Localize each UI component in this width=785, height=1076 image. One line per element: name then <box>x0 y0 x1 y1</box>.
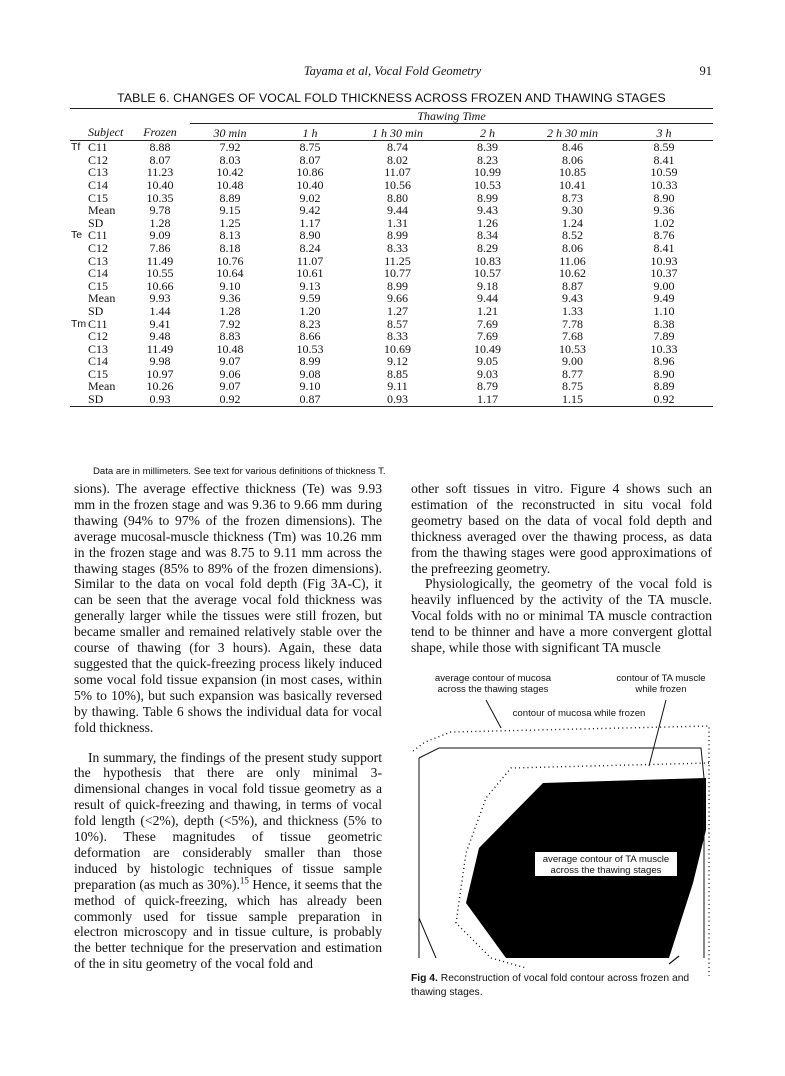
value-cell: 9.66 <box>387 291 408 306</box>
paragraph: sions). The average effective thickness (Te) was 9.93 mm in the frozen stage and was 9.36 to 9.66 mm during thawing (94% to 97% of the frozen dimensions). The average mucosal-muscle thickness (Tm) was 10.26 mm in the frozen stage and was 8.75 to 9.11 mm across the thawing stages (85% to 89% of the frozen dimensions). Similar to the data on vocal fold depth (Fig 3A-C), it can be seen that the average vocal fold thickness was generally larger while the tissues were still frozen, but became smaller and remained relatively stable over the course of thawing (for 3 hours). Again, these data suggested that the quick-freezing process likely induced some vocal fold tissue expansion (in most cases, within 5% to 10%), but such expansion was basically reversed by thawing. Table 6 shows the individual data for vocal fold thickness. <box>74 481 382 735</box>
value-cell: 11.07 <box>384 165 411 180</box>
value-cell: 10.61 <box>296 266 324 281</box>
value-cell: 1.17 <box>299 215 321 230</box>
thickness-table <box>70 108 713 407</box>
section-label: Tf <box>71 141 81 154</box>
table-note: Data are in millimeters. See text for various definitions of thickness T. <box>93 466 386 477</box>
value-cell: 10.86 <box>296 165 324 180</box>
value-cell: 1.17 <box>477 392 498 407</box>
value-cell: 10.53 <box>559 341 586 356</box>
subject-cell: C14 <box>88 266 109 281</box>
figure-label: contour of TA muscle <box>616 673 706 684</box>
value-cell: 9.08 <box>299 366 321 381</box>
column-header: 3 h <box>656 125 672 140</box>
value-cell: 10.55 <box>146 266 174 281</box>
value-cell: 8.33 <box>387 240 408 255</box>
subject-cell <box>70 141 130 154</box>
subject-cell: C13 <box>88 165 109 180</box>
value-cell: 0.92 <box>653 392 675 407</box>
value-cell: 9.41 <box>149 316 171 331</box>
value-cell: 8.89 <box>653 379 675 394</box>
value-cell: 10.33 <box>650 177 678 192</box>
value-cell: 9.12 <box>387 354 408 369</box>
value-cell: 1.15 <box>562 392 583 407</box>
value-cell: 8.23 <box>299 316 321 331</box>
value-cell: 9.48 <box>149 329 171 344</box>
table-body <box>70 141 713 406</box>
value-cell: 9.44 <box>477 291 498 306</box>
value-cell: 10.49 <box>474 341 501 356</box>
value-cell: 9.11 <box>387 379 408 394</box>
value-cell: 9.36 <box>653 203 675 218</box>
subject-cell: C13 <box>88 253 109 268</box>
column-header: 1 h <box>302 125 318 140</box>
table-row <box>70 179 713 192</box>
figure-label: average contour of mucosa <box>434 673 552 684</box>
value-cell: 9.00 <box>562 354 583 369</box>
value-cell: 10.41 <box>559 177 586 192</box>
spanner-label: Thawing Time <box>190 109 713 124</box>
subject-cell: C15 <box>88 366 109 381</box>
value-cell: 8.90 <box>653 366 675 381</box>
value-cell: 8.41 <box>653 240 675 255</box>
value-cell: 8.90 <box>653 190 675 205</box>
value-cell: 10.33 <box>650 341 678 356</box>
value-cell: 10.64 <box>216 266 244 281</box>
value-cell: 9.03 <box>477 366 498 381</box>
value-cell: 8.66 <box>299 329 321 344</box>
value-cell: 7.68 <box>562 329 583 344</box>
value-cell: 9.30 <box>562 203 583 218</box>
value-cell: 9.02 <box>299 190 321 205</box>
table-row <box>70 204 713 217</box>
subject-cell: C14 <box>88 177 109 192</box>
subject-cell: Mean <box>88 379 116 394</box>
value-cell: 8.46 <box>562 140 583 155</box>
section-label: Tm <box>71 317 87 330</box>
column-header: 2 h 30 min <box>547 125 598 140</box>
reference-number: 15 <box>239 875 249 886</box>
value-cell: 10.37 <box>650 266 678 281</box>
value-cell: 10.76 <box>216 253 244 268</box>
subject-cell: C12 <box>88 152 109 167</box>
figure-label: contour of mucosa while frozen <box>512 708 646 719</box>
value-cell: 8.75 <box>299 140 321 155</box>
value-cell: 8.52 <box>562 228 583 243</box>
table-row <box>70 330 713 343</box>
value-cell: 8.83 <box>219 329 241 344</box>
value-cell: 8.41 <box>653 152 675 167</box>
subject-cell: C13 <box>88 341 109 356</box>
value-cell: 8.99 <box>387 228 408 243</box>
value-cell: 10.83 <box>474 253 501 268</box>
value-cell: 8.99 <box>299 354 321 369</box>
value-cell: 8.03 <box>219 152 241 167</box>
paragraph: other soft tissues in vitro. Figure 4 shows such an estimation of the reconstructed in situ vocal fold geometry based on the data of vocal fold depth and thickness averaged over the thawing process, as data from the thawing stages were good approximations of the prefreezing geometry. <box>411 481 712 576</box>
value-cell: 1.33 <box>562 303 583 318</box>
value-cell: 8.07 <box>299 152 321 167</box>
figure-label: across the thawing stages <box>437 684 549 695</box>
subject-cell: C14 <box>88 354 109 369</box>
value-cell: 9.42 <box>299 203 321 218</box>
value-cell: 8.73 <box>562 190 583 205</box>
subject-cell: SD <box>88 303 104 318</box>
value-cell: 11.25 <box>384 253 411 268</box>
value-cell: 10.85 <box>559 165 586 180</box>
value-cell: 9.18 <box>477 278 498 293</box>
value-cell: 1.31 <box>387 215 408 230</box>
value-cell: 8.96 <box>653 354 675 369</box>
value-cell: 8.59 <box>653 140 675 155</box>
value-cell: 9.07 <box>219 354 241 369</box>
value-cell: 9.98 <box>149 354 171 369</box>
value-cell: 8.76 <box>653 228 675 243</box>
value-cell: 8.13 <box>219 228 241 243</box>
figure-caption-label: Fig 4. <box>411 973 438 984</box>
value-cell: 8.24 <box>299 240 321 255</box>
table-row <box>70 242 713 255</box>
value-cell: 1.02 <box>653 215 675 230</box>
value-cell: 1.10 <box>653 303 675 318</box>
value-cell: 8.02 <box>387 152 408 167</box>
value-cell: 10.56 <box>384 177 411 192</box>
value-cell: 10.57 <box>474 266 501 281</box>
value-cell: 10.40 <box>146 177 174 192</box>
value-cell: 10.48 <box>216 177 244 192</box>
table-header-row <box>70 123 713 141</box>
value-cell: 8.99 <box>477 190 498 205</box>
value-cell: 7.89 <box>653 329 675 344</box>
value-cell: 8.34 <box>477 228 498 243</box>
value-cell: 9.43 <box>477 203 498 218</box>
value-cell: 9.36 <box>219 291 241 306</box>
paragraph: Physiologically, the geometry of the vocal fold is heavily influenced by the activity of the TA muscle. Vocal folds with no or minimal TA muscle contraction tend to be thinner and have a more convergent glottal shape, while those with significant TA muscle <box>411 576 712 656</box>
value-cell: 10.77 <box>384 266 411 281</box>
value-cell: 8.06 <box>562 240 583 255</box>
value-cell: 8.99 <box>387 278 408 293</box>
value-cell: 9.09 <box>149 228 171 243</box>
value-cell: 10.62 <box>559 266 586 281</box>
value-cell: 7.69 <box>477 316 498 331</box>
table-row <box>70 267 713 280</box>
table-caption: TABLE 6. CHANGES OF VOCAL FOLD THICKNESS ACROSS FROZEN AND THAWING STAGES <box>117 91 666 105</box>
figure-4 <box>411 668 712 978</box>
value-cell: 8.89 <box>219 190 241 205</box>
value-cell: 9.07 <box>219 379 241 394</box>
value-cell: 8.88 <box>149 140 171 155</box>
value-cell: 9.10 <box>219 278 241 293</box>
value-cell: 0.87 <box>299 392 321 407</box>
value-cell: 10.35 <box>146 190 174 205</box>
value-cell: 9.10 <box>299 379 321 394</box>
value-cell: 10.26 <box>146 379 174 394</box>
leader-line <box>649 700 666 766</box>
section-label: Te <box>71 229 83 242</box>
value-cell: 8.38 <box>653 316 675 331</box>
value-cell: 10.42 <box>216 165 244 180</box>
value-cell: 9.15 <box>219 203 241 218</box>
value-cell: 11.49 <box>146 341 174 356</box>
value-cell: 8.80 <box>387 190 408 205</box>
value-cell: 10.66 <box>146 278 174 293</box>
value-cell: 0.93 <box>387 392 408 407</box>
value-cell: 8.57 <box>387 316 408 331</box>
paragraph <box>74 750 382 973</box>
mucosa-average-contour <box>419 918 436 958</box>
figure-label: average contour of TA muscle <box>542 854 670 865</box>
table-row <box>70 355 713 368</box>
value-cell: 1.24 <box>562 215 583 230</box>
leader-line <box>486 700 501 728</box>
value-cell: 9.06 <box>219 366 241 381</box>
subject-text: C11 <box>88 228 108 243</box>
value-cell: 8.79 <box>477 379 498 394</box>
column-header: 1 h 30 min <box>372 125 423 140</box>
value-cell: 8.39 <box>477 140 498 155</box>
value-cell: 9.13 <box>299 278 321 293</box>
value-cell: 8.77 <box>562 366 583 381</box>
value-cell: 8.07 <box>149 152 171 167</box>
value-cell: 11.07 <box>296 253 324 268</box>
figure-label: across the thawing stages <box>550 865 662 876</box>
value-cell: 11.49 <box>146 253 174 268</box>
value-cell: 8.74 <box>387 140 408 155</box>
value-cell: 1.21 <box>477 303 498 318</box>
value-cell: 8.06 <box>562 152 583 167</box>
value-cell: 10.59 <box>650 165 678 180</box>
value-cell: 0.93 <box>149 392 171 407</box>
subject-cell: SD <box>88 215 104 230</box>
value-cell: 11.06 <box>559 253 586 268</box>
column-header: 2 h <box>480 125 495 140</box>
paragraph-text: In summary, the findings of the present study support the hypothesis that there are only minimal 3-dimensional changes in vocal fold tissue geometry as a result of quick-freezing and thawing, in terms of vocal fold length (<2%), depth (<5%), and thickness (5% to 10%). These magnitudes of tissue geometric deformation are considerably smaller than those induced by histologic techniques of tissue sample preparation (as much as 30%). <box>74 749 382 892</box>
value-cell: 7.92 <box>219 140 241 155</box>
page-number: 91 <box>699 64 712 78</box>
value-cell: 1.28 <box>219 303 241 318</box>
value-cell: 7.86 <box>149 240 171 255</box>
value-cell: 1.20 <box>299 303 321 318</box>
value-cell: 8.87 <box>562 278 583 293</box>
value-cell: 9.43 <box>562 291 583 306</box>
subject-cell: C15 <box>88 190 109 205</box>
right-column <box>411 481 712 656</box>
value-cell: 9.49 <box>653 291 675 306</box>
figure-caption <box>411 972 712 999</box>
table-spanner-row <box>70 109 713 124</box>
value-cell: 1.26 <box>477 215 498 230</box>
value-cell: 9.44 <box>387 203 408 218</box>
value-cell: 8.23 <box>477 152 498 167</box>
table-row <box>70 141 713 154</box>
value-cell: 1.28 <box>149 215 171 230</box>
value-cell: 7.92 <box>219 316 241 331</box>
value-cell: 8.33 <box>387 329 408 344</box>
ta-muscle-frozen-contour <box>669 956 679 964</box>
value-cell: 0.92 <box>219 392 241 407</box>
value-cell: 9.59 <box>299 291 321 306</box>
subject-cell: Mean <box>88 203 116 218</box>
subject-text: C11 <box>88 140 108 155</box>
vocal-fold-contour-diagram <box>411 668 712 978</box>
value-cell: 10.97 <box>146 366 174 381</box>
value-cell: 8.29 <box>477 240 498 255</box>
column-header: Subject <box>88 125 124 140</box>
figure-caption-text: Reconstruction of vocal fold contour across frozen and thawing stages. <box>411 973 690 998</box>
value-cell: 10.53 <box>296 341 324 356</box>
value-cell: 1.27 <box>387 303 408 318</box>
value-cell: 11.23 <box>146 165 174 180</box>
table-row <box>70 305 713 318</box>
subject-cell: Mean <box>88 291 116 306</box>
column-header: 30 min <box>213 125 247 140</box>
value-cell: 10.53 <box>474 177 501 192</box>
value-cell: 10.99 <box>474 165 501 180</box>
paragraph-text: Hence, it seems that the method of quick-freezing, which has already been commonly used for tissue sample preparation in electron microscopy and in tissue culture, is probably the better technique for the preservation and estimation of the in situ geometry of the vocal fold and <box>74 876 382 972</box>
subject-cell: SD <box>88 392 104 407</box>
subject-cell: C12 <box>88 240 109 255</box>
value-cell: 1.44 <box>149 303 171 318</box>
value-cell: 9.05 <box>477 354 498 369</box>
value-cell: 8.18 <box>219 240 241 255</box>
value-cell: 9.93 <box>149 291 171 306</box>
subject-cell: C15 <box>88 278 109 293</box>
value-cell: 10.69 <box>384 341 411 356</box>
figure-label: while frozen <box>635 684 687 695</box>
value-cell: 1.25 <box>219 215 241 230</box>
column-header: Frozen <box>143 125 177 140</box>
table-row <box>70 393 713 406</box>
value-cell: 10.93 <box>650 253 678 268</box>
value-cell: 8.90 <box>299 228 321 243</box>
running-head: Tayama et al, Vocal Fold Geometry <box>303 64 482 78</box>
value-cell: 7.78 <box>562 316 583 331</box>
value-cell: 8.75 <box>562 379 583 394</box>
left-column <box>74 481 382 972</box>
value-cell: 9.78 <box>149 203 171 218</box>
value-cell: 8.85 <box>387 366 408 381</box>
subject-cell: C12 <box>88 329 109 344</box>
value-cell: 10.40 <box>296 177 324 192</box>
value-cell: 7.69 <box>477 329 498 344</box>
subject-text: C11 <box>88 316 108 331</box>
value-cell: 9.00 <box>653 278 675 293</box>
value-cell: 10.48 <box>216 341 244 356</box>
